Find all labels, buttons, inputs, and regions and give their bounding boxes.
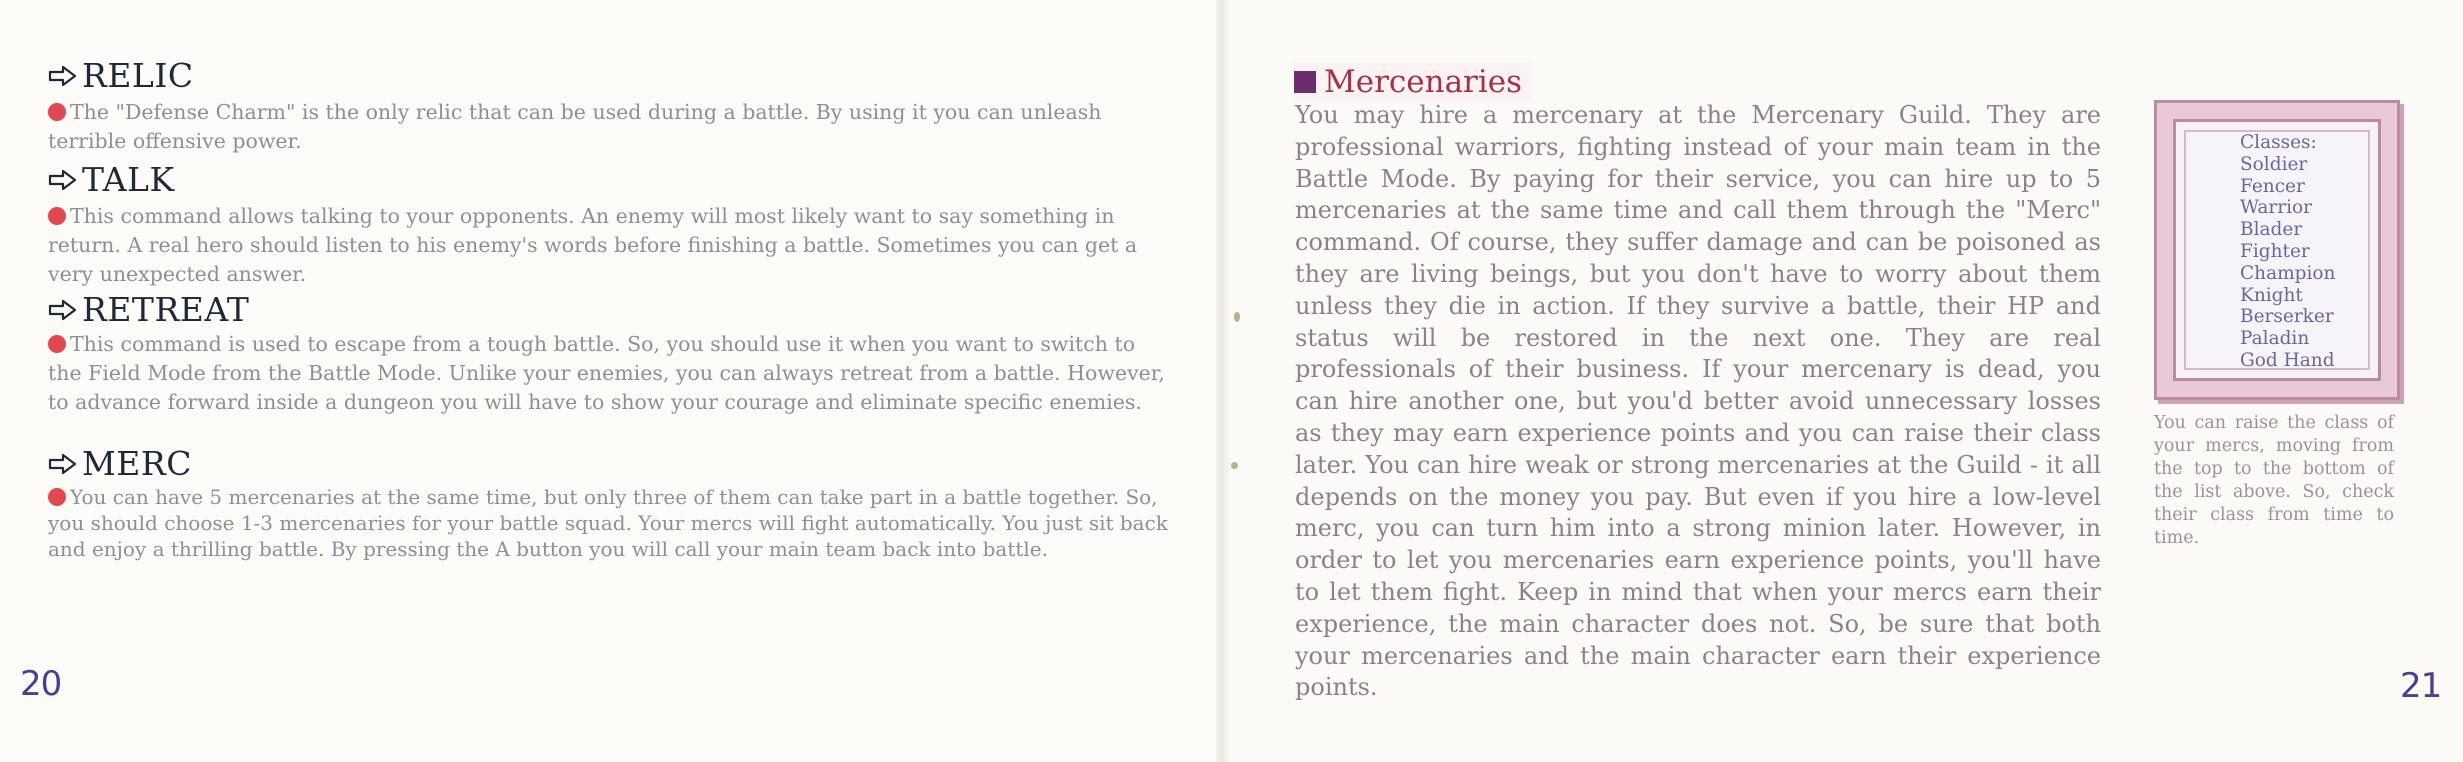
arrow-right-icon [48, 299, 78, 321]
bullet-icon [48, 335, 66, 353]
heading-text: MERC [82, 444, 192, 483]
classes-list [2240, 132, 2335, 372]
paper-speck [1231, 462, 1238, 469]
bullet-icon [48, 488, 66, 506]
page-title [1294, 62, 1532, 102]
section-heading [48, 58, 1168, 94]
paper-speck [1234, 312, 1240, 322]
arrow-right-icon [48, 65, 78, 87]
class-item: God Hand [2240, 349, 2335, 371]
heading-text: TALK [82, 160, 175, 199]
page-number-left: 20 [20, 664, 62, 704]
section-text: You can have 5 mercenaries at the same time, but only three of them can take part in a battle together. So, you should choose 1-3 mercenaries for your battle squad. Your mercs will fight automatically. You just sit back and enjoy a thrilling battle. By pressing the A button you will call your main team back into battle. [48, 485, 1168, 561]
heading-text: RETREAT [82, 290, 250, 329]
page-fold [1216, 0, 1230, 762]
page-number-right: 21 [2400, 666, 2442, 706]
body-paragraph: You may hire a mercenary at the Mercenary Guild. They are professional warriors, fighting instead of your main team in the Battle Mode. By paying for their service, you can hire up to 5 mercenaries at the same time and call them through the "Merc" command. Of course, they suffer damage and can be poisoned as they are living beings, but you don't have to worry about them unless they die in action. If they survive a battle, their HP and status will be restored in the next one. They are real professionals of their business. If your mercenary is dead, you can hire another one, but you'd better avoid unnecessary losses as they may earn experience points and you can raise their class later. You can hire weak or strong mercenaries at the Guild - it all depends on the money you pay. But even if you hire a low-level merc, you can turn him into a strong minion later. However, in order to let you mercenaries earn experience points, you'll have to let them fight. Keep in mind that when your mercs earn their experience, the main character does not. So, be sure that both your mercenaries and the main character earn their experience points. [1295, 101, 2101, 702]
section-text: This command allows talking to your opponents. An enemy will most likely want to say something in return. A real hero should listen to his enemy's words before finishing a battle. Sometimes you can get a very unexpected answer. [48, 204, 1138, 286]
section-text: This command is used to escape from a tough battle. So, you should use it when you want to switch to the Field Mode from the Battle Mode. Unlike your enemies, you can always retreat from a battle. However, to advance forward inside a dungeon you will have to show your courage and eliminate specific enemies. [48, 332, 1165, 414]
arrow-right-icon [48, 169, 78, 191]
section-heading [48, 292, 1168, 328]
class-item: Warrior [2240, 197, 2313, 219]
classes-label: Classes: [2240, 132, 2317, 153]
section-merc [48, 446, 1168, 562]
section-heading [48, 162, 1168, 198]
class-item: Blader [2240, 219, 2303, 241]
class-item: Champion [2240, 262, 2336, 284]
section-text: The "Defense Charm" is the only relic that can be used during a battle. By using it you can unleash terrible offensive power. [48, 100, 1102, 153]
class-item: Knight [2240, 284, 2303, 306]
bullet-icon [48, 103, 66, 121]
side-note: You can raise the class of your mercs, moving from the top to the bottom of the list above. So, check their class from time to time. [2154, 413, 2394, 548]
section-retreat [48, 292, 1168, 417]
class-item: Soldier [2240, 153, 2308, 175]
class-item: Fencer [2240, 175, 2305, 197]
bullet-icon [48, 207, 66, 225]
section-talk [48, 162, 1168, 289]
title-text: Mercenaries [1324, 64, 1523, 100]
section-relic [48, 58, 1168, 156]
class-item: Fighter [2240, 240, 2310, 262]
class-item: Berserker [2240, 306, 2334, 328]
heading-text: RELIC [82, 56, 194, 95]
class-item: Paladin [2240, 328, 2310, 350]
square-bullet-icon [1294, 71, 1316, 93]
arrow-right-icon [48, 453, 78, 475]
section-heading [48, 446, 1168, 482]
